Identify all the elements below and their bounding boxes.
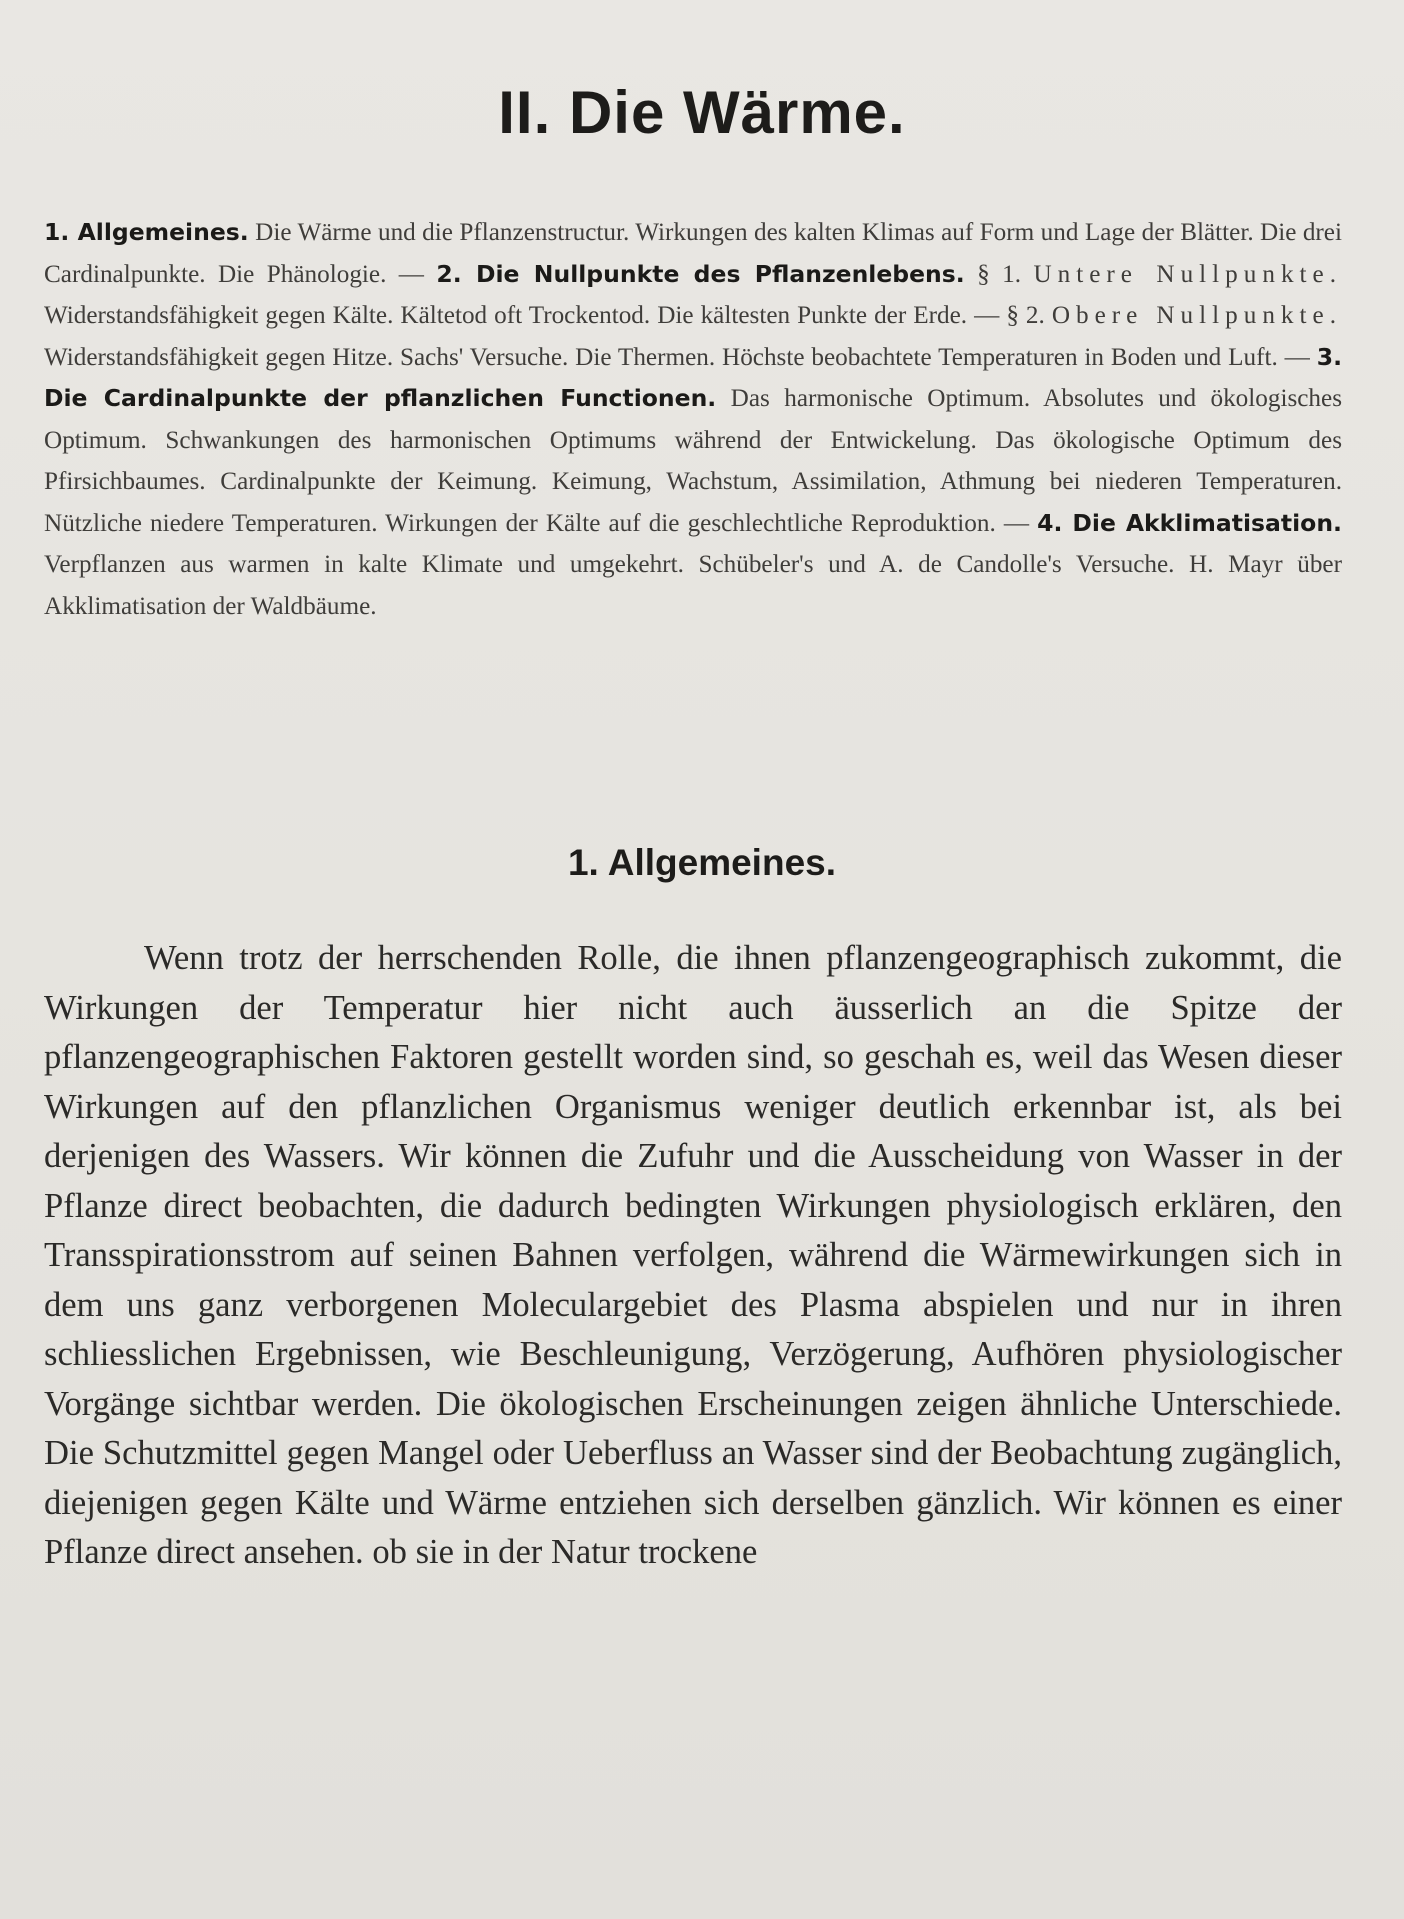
summary-section-3-text: Das harmonische Optimum. Absolutes und ökologisches Optimum. Schwankungen des harmonischen Optimums während der Entwickelung. Das ökologische Optimum des Pfirsichbaumes. Cardinalpunkte der Keimung. Keimung, Wachstum, Assimilation, Athmung bei niederen Temperaturen. Nützliche niedere Temperaturen. Wirkungen der Kälte auf die geschlechtliche Reproduktion. — xyxy=(44,385,1343,537)
summary-section-3-heading: 3. Die Cardinalpunkte der pflanzlichen Functionen. xyxy=(44,342,1343,412)
summary-section-1-heading: 1. Allgemeines. xyxy=(44,218,249,246)
summary-paragraph-2-text: Widerstandsfähigkeit gegen Hitze. Sachs' Versuche. Die Thermen. Höchste beobachtete Temperaturen in Boden und Luft. — xyxy=(44,343,1310,371)
summary-paragraph-1-text: Widerstandsfähigkeit gegen Kälte. Kältetod oft Trockentod. Die kältesten Punkte der Erde. — xyxy=(44,302,1000,329)
section-title: 1. Allgemeines. xyxy=(567,842,836,883)
summary-section-4-heading: 4. Die Akklimatisation. xyxy=(1037,508,1342,537)
body-paragraph: Wenn trotz der herrschenden Rolle, die ihnen pflanzengeographisch zukommt, die Wirkungen der Temperatur hier nicht auch äusserlich an die Spitze der pflanzengeographischen Faktoren gestellt worden sind, so geschah es, weil das Wesen dieser Wirkungen auf den pflanzlichen Organismus weniger deutlich erkennbar ist, als bei derjenigen des Wassers. Wir können die Zufuhr und die Ausscheidung von Wasser in der Pflanze direct beobachten, die dadurch bedingten Wirkungen physiologisch erklären, den Transspirationsstrom auf seinen Bahnen verfolgen, während die Wärmewirkungen sich in dem uns ganz verborgenen Moleculargebiet des Plasma abspielen und nur in ihren schliesslichen Ergebnissen, wie Beschleunigung, Verzögerung, Aufhören physiologischer Vorgänge sichtbar werden. Die ökologischen Erscheinungen zeigen ähnliche Unterschiede. Die Schutzmittel gegen Mangel oder Ueberfluss an Wasser sind der Beobachtung zugänglich, diejenigen gegen Kälte und Wärme entziehen sich derselben gänzlich. Wir können es einer Pflanze direct ansehen. ob sie in der Natur trockene xyxy=(44,939,1342,1571)
chapter-summary xyxy=(44,212,1342,627)
chapter-title: II. Die Wärme. xyxy=(498,79,906,146)
summary-section-2-heading: 2. Die Nullpunkte des Pflanzenlebens. xyxy=(436,259,965,288)
summary-paragraph-2-number: § 2. xyxy=(1006,302,1045,329)
summary-paragraph-2-heading: Obere Nullpunkte. xyxy=(1051,302,1342,329)
summary-section-1-text: Die Wärme und die Pflanzenstructur. Wirkungen des kalten Klimas auf Form und Lage der Blätter. Die drei Cardinalpunkte. Die Phänologie. — xyxy=(44,219,1342,288)
summary-paragraph-1-heading: Untere Nullpunkte. xyxy=(1033,260,1343,288)
summary-paragraph-1-number: § 1. xyxy=(977,260,1022,288)
summary-section-4-text: Verpflanzen aus warmen in kalte Klimate und umgekehrt. Schübeler's und A. de Candolle's Versuche. H. Mayr über Akklimatisation der Waldbäume. xyxy=(44,551,1342,620)
